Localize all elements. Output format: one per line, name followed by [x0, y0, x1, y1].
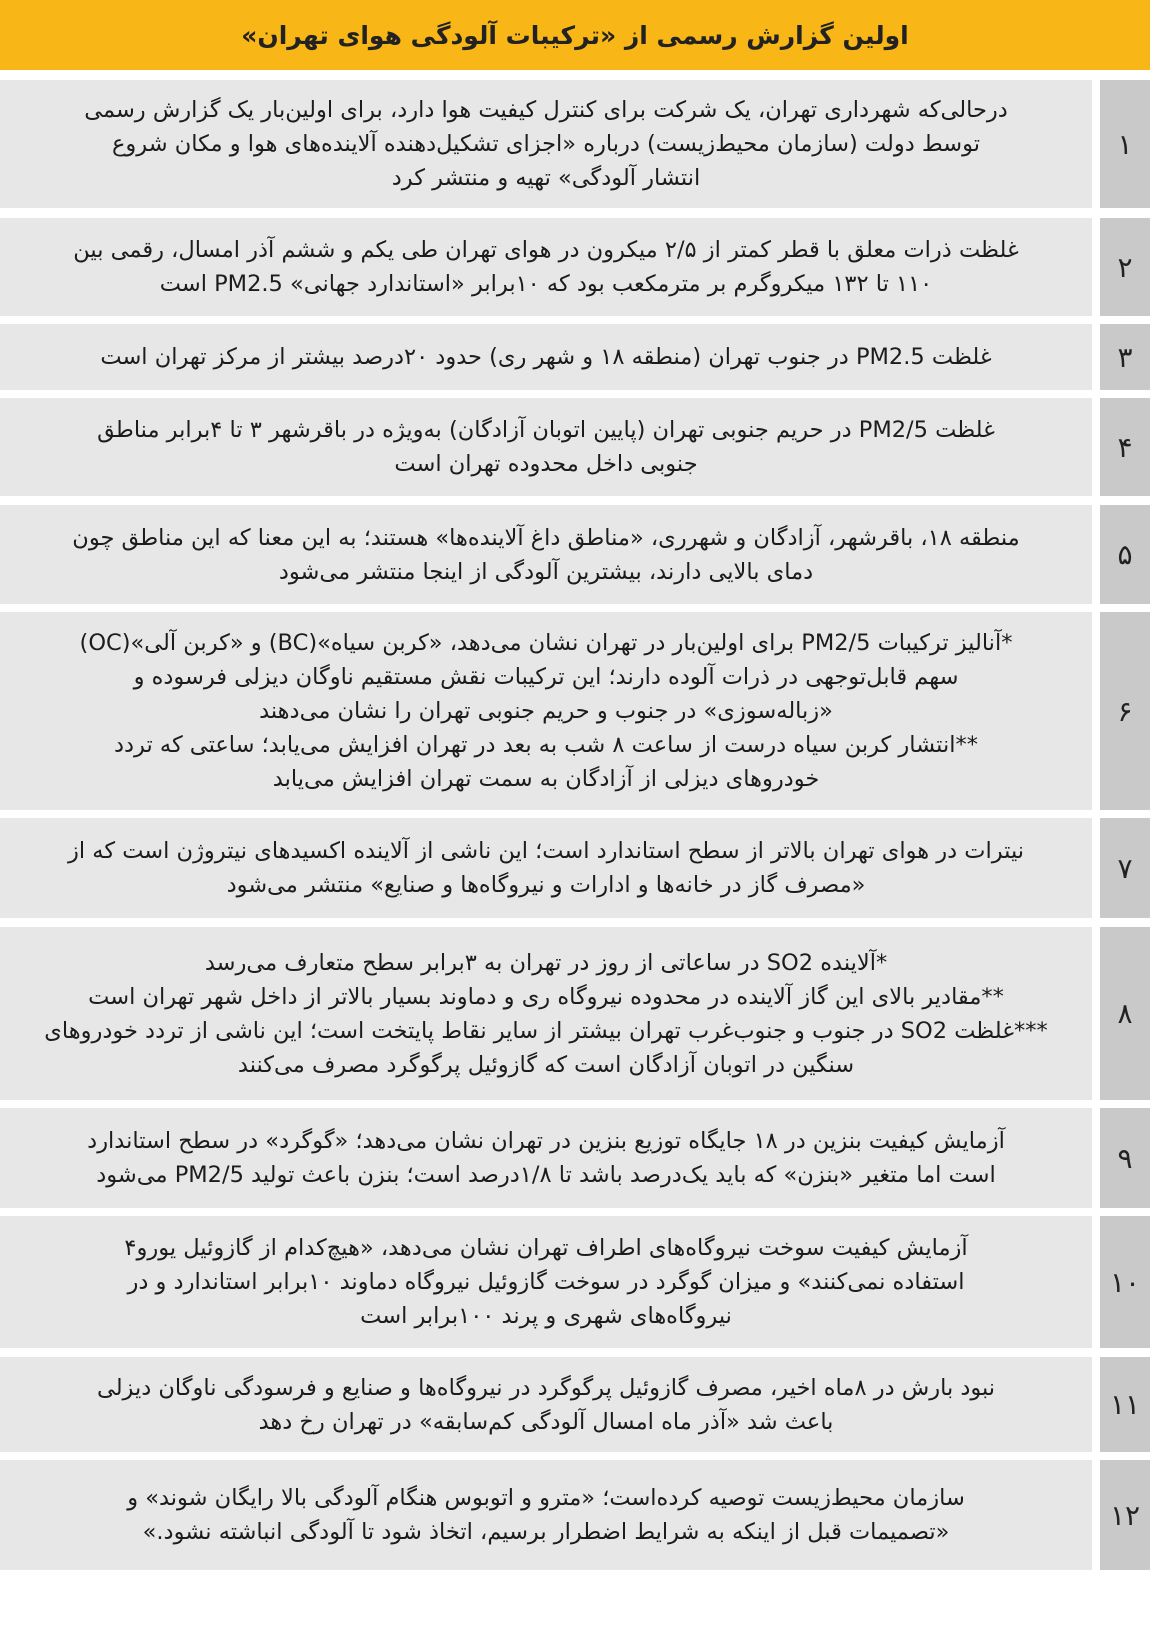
row-text-line: توسط دولت (سازمان محیط‌زیست) درباره «اجزای تشکیل‌دهنده آلاینده‌های هوا و مکان شروع: [112, 131, 980, 157]
table-row: [0, 818, 1150, 918]
row-number: ۳: [1100, 324, 1150, 390]
row-text-line: ***غلظت SO2 در جنوب و جنوب‌غرب تهران بیشتر از سایر نقاط پایتخت است؛ این ناشی از تردد خودروهای: [44, 1017, 1048, 1044]
row-text: [0, 818, 1092, 918]
table-row: [0, 927, 1150, 1100]
row-text-line: نیترات در هوای تهران بالاتر از سطح استاندارد است؛ این ناشی از آلاینده اکسیدهای نیتروژن است که از: [68, 838, 1024, 864]
row-text-line: آزمایش کیفیت بنزین در ۱۸ جایگاه توزیع بنزین در تهران نشان می‌دهد؛ «گوگرد» در سطح استاندارد: [87, 1128, 1005, 1154]
row-text: [0, 927, 1092, 1100]
row-text-line: نیروگاه‌های شهری و پرند ۱۰۰برابر است: [360, 1303, 732, 1329]
row-text: [0, 1108, 1092, 1208]
row-text-line: غلظت PM2/5 در حریم جنوبی تهران (پایین اتوبان آزادگان) به‌ویژه در باقرشهر ۳ تا ۴برابر مناطق: [97, 417, 995, 443]
row-text: [0, 80, 1092, 208]
row-text-line: غلظت PM2.5 در جنوب تهران (منطقه ۱۸ و شهر ری) حدود ۲۰درصد بیشتر از مرکز تهران است: [100, 344, 992, 370]
row-text-line: سازمان محیط‌زیست توصیه کرده‌است؛ «مترو و اتوبوس هنگام آلودگی بالا رایگان شوند» و: [127, 1485, 965, 1511]
row-text: [0, 1460, 1092, 1570]
row-text-line: درحالی‌که شهرداری تهران، یک شرکت برای کنترل کیفیت هوا دارد، برای اولین‌بار یک گزارش رسمی: [84, 97, 1008, 123]
table-row: [0, 1216, 1150, 1348]
row-text-line: منطقه ۱۸، باقرشهر، آزادگان و شهرری، «مناطق داغ آلاینده‌ها» هستند؛ به این معنا که این مناطق چون: [72, 524, 1020, 551]
table-row: [0, 1460, 1150, 1570]
table-row: [0, 1108, 1150, 1208]
row-text-line: **مقادیر بالای این گاز آلاینده در محدوده نیروگاه ری و دماوند بسیار بالاتر از داخل شهر تهران است: [88, 983, 1004, 1010]
row-number: ۹: [1100, 1108, 1150, 1208]
row-text-line: انتشار آلودگی» تهیه و منتشر کرد: [391, 165, 701, 191]
row-number: ۷: [1100, 818, 1150, 918]
row-number: ۱۲: [1100, 1460, 1150, 1570]
row-text-line: استفاده نمی‌کنند» و میزان گوگرد در سوخت گازوئیل نیروگاه دماوند ۱۰برابر استاندارد و در: [127, 1269, 965, 1295]
row-text-line: سنگین در اتوبان آزادگان است که گازوئیل پرگوگرد مصرف می‌کنند: [237, 1051, 855, 1078]
row-text: [0, 324, 1092, 390]
row-text-line: خودروهای دیزلی از آزادگان به سمت تهران افزایش می‌یابد: [272, 766, 820, 792]
row-text-line: است اما متغیر «بنزن» که باید یک‌درصد باشد تا ۱/۸درصد است؛ بنزن باعث تولید PM2/5 می‌شود: [96, 1162, 996, 1188]
row-text: [0, 218, 1092, 316]
row-number: ۱۱: [1100, 1357, 1150, 1452]
row-number: ۵: [1100, 505, 1150, 604]
row-text: [0, 505, 1092, 604]
row-number: ۱۰: [1100, 1216, 1150, 1348]
row-text-line: «مصرف گاز در خانه‌ها و ادارات و نیروگاه‌ها و صنایع» منتشر می‌شود: [226, 872, 866, 898]
table-row: [0, 398, 1150, 496]
table-row: [0, 218, 1150, 316]
row-text-line: ۱۱۰ تا ۱۳۲ میکروگرم بر مترمکعب بود که ۱۰برابر «استاندارد جهانی» PM2.5 است: [159, 271, 933, 297]
row-text: [0, 398, 1092, 496]
row-text-line: جنوبی داخل محدوده تهران است: [394, 451, 698, 477]
table-row: [0, 612, 1150, 810]
table-row: [0, 1357, 1150, 1452]
row-number: ۱: [1100, 80, 1150, 208]
row-text-line: **انتشار کربن سیاه درست از ساعت ۸ شب به بعد در تهران افزایش می‌یابد؛ ساعتی که تردد: [114, 732, 978, 758]
row-text-line: *آنالیز ترکیبات PM2/5 برای اولین‌بار در تهران نشان می‌دهد، «کربن سیاه»(BC) و «کربن آلی»(OC): [79, 630, 1013, 656]
table-row: [0, 324, 1150, 390]
row-number: ۲: [1100, 218, 1150, 316]
row-text-line: *آلاینده SO2 در ساعاتی از روز در تهران به ۳برابر سطح متعارف می‌رسد: [204, 949, 888, 976]
row-text-line: باعث شد «آذر ماه امسال آلودگی کم‌سابقه» در تهران رخ دهد: [258, 1408, 834, 1435]
row-text-line: سهم قابل‌توجهی در ذرات آلوده دارند؛ این ترکیبات نقش مستقیم ناوگان دیزلی فرسوده و: [133, 664, 959, 690]
page-title: اولین گزارش رسمی از «ترکیبات آلودگی هوای تهران»: [0, 0, 1150, 70]
row-text: [0, 1357, 1092, 1452]
row-text-line: «تصمیمات قبل از اینکه به شرایط اضطرار برسیم، اتخاذ شود تا آلودگی انباشته نشود.»: [142, 1519, 950, 1545]
table-row: [0, 505, 1150, 604]
row-text: [0, 1216, 1092, 1348]
table-row: [0, 80, 1150, 208]
row-number: ۶: [1100, 612, 1150, 810]
row-number: ۸: [1100, 927, 1150, 1100]
row-text-line: دمای بالایی دارند، بیشترین آلودگی از اینجا منتشر می‌شود: [278, 558, 814, 585]
row-text-line: نبود بارش در ۸ماه اخیر، مصرف گازوئیل پرگوگرد در نیروگاه‌ها و صنایع و فرسودگی ناوگان دیزلی: [96, 1374, 996, 1401]
row-text: [0, 612, 1092, 810]
row-text-line: غلظت ذرات معلق با قطر کمتر از ۲/۵ میکرون در هوای تهران طی یکم و ششم آذر امسال، رقمی بین: [73, 237, 1019, 263]
row-text-line: «زباله‌سوزی» در جنوب و حریم جنوبی تهران را نشان می‌دهند: [259, 698, 833, 724]
row-text-line: آزمایش کیفیت سوخت نیروگاه‌های اطراف تهران نشان می‌دهد، «هیچ‌کدام از گازوئیل یورو۴: [124, 1235, 968, 1261]
row-number: ۴: [1100, 398, 1150, 496]
